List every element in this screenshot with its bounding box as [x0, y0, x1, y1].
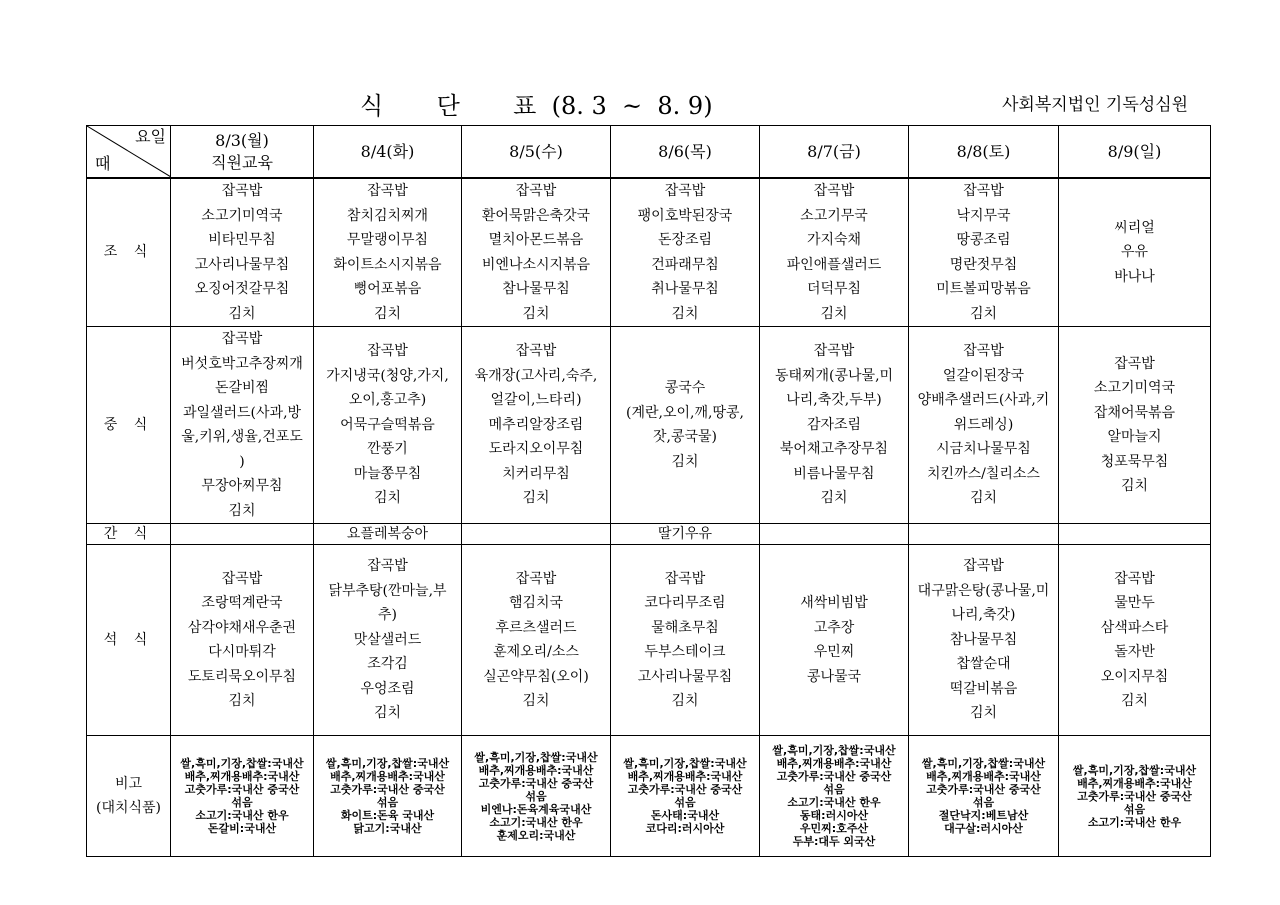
origin-line: 코다리:러시아산: [645, 822, 725, 835]
menu-cell: [760, 178, 909, 327]
origin-line: 섞음: [231, 796, 253, 809]
origin-note-cell: [611, 736, 760, 857]
menu-item: 잡곡밥: [1114, 355, 1155, 372]
corner-day-label: 요일: [135, 127, 166, 146]
origin-line: 쌀,흑미,기장,찹쌀:국내산: [623, 757, 747, 770]
menu-item: 김치: [522, 305, 550, 322]
origin-line: 섞음: [823, 783, 845, 796]
meal-plan-table: [86, 125, 1211, 857]
origin-line: 배추,찌개용배추:국내산: [926, 770, 1041, 783]
menu-item: 북어채고추장무침: [779, 441, 889, 458]
menu-item: 비타민무침: [208, 232, 276, 248]
corner-cell: [87, 126, 171, 179]
menu-item: 김치: [228, 305, 256, 322]
menu-item: 훈제오리/소스: [493, 644, 579, 660]
origin-line: 고춧가루:국내산 중국산: [330, 783, 445, 796]
day-header: [760, 126, 909, 179]
menu-item: 새싹비빔밥: [800, 595, 868, 611]
origin-line: 돈갈비:국내산: [207, 822, 277, 835]
origin-line: 섞음: [1123, 802, 1146, 816]
origin-line: 소고기:국내산 한우: [489, 815, 583, 829]
meal-label: 석 식: [87, 545, 171, 736]
menu-item: 치커리무침: [502, 465, 570, 482]
origin-line: 쌀,흑미,기장,찹쌀:국내산: [1072, 763, 1197, 777]
meal-row: [87, 524, 1211, 545]
origin-line: 섞음: [376, 796, 399, 809]
origin-line: 소고기:국내산 한우: [195, 809, 289, 822]
origin-line: 고춧가루:국내산 중국산: [627, 783, 743, 796]
meal-label: 간 식: [87, 524, 171, 545]
day-label: 직원교육: [211, 152, 273, 172]
menu-item: 잡곡밥: [664, 570, 706, 587]
origin-line: 섞음: [674, 796, 696, 809]
menu-item: 고사리나물무침: [194, 256, 290, 273]
menu-item: 김치: [671, 693, 699, 709]
menu-item: (계란,오이,깨,땅콩,: [626, 404, 744, 421]
menu-item: 김치: [1120, 478, 1149, 494]
menu-item: 김치: [820, 305, 848, 322]
day-label: 8/8(토): [956, 141, 1011, 161]
day-header: [171, 126, 314, 179]
menu-item: 알마늘지: [1107, 429, 1162, 445]
corner-meal-label: 때: [95, 154, 111, 173]
menu-item: ): [239, 453, 245, 470]
origin-note-cell: [760, 736, 909, 857]
menu-item: 김치: [228, 693, 256, 709]
menu-item: 버섯호박고추장찌개: [181, 355, 303, 372]
origin-line: 우민찌:호주산: [799, 822, 869, 835]
origin-line: 돈사태:국내산: [650, 809, 720, 822]
menu-item: 메추리알장조림: [488, 416, 584, 433]
origin-line: 배추,찌개용배추:국내산: [330, 770, 445, 783]
menu-item: 요플레복숭아: [346, 526, 429, 542]
menu-item: 돌자반: [1114, 644, 1155, 660]
origin-line: 대구살:러시아산: [944, 822, 1023, 835]
origin-line: 배추,찌개용배추:국내산: [776, 757, 892, 770]
menu-item: 비엔나소시지볶음: [481, 256, 591, 273]
menu-item: 치킨까스/칠리소스: [927, 465, 1040, 482]
menu-item: 삼각야채새우춘권: [187, 619, 297, 636]
menu-item: 김치: [373, 305, 402, 322]
origin-line: 화이트:돈육 국내산: [340, 809, 435, 822]
origin-line: 절단낙지:베트남산: [938, 809, 1029, 822]
menu-cell: [909, 524, 1059, 545]
menu-cell: [1059, 545, 1211, 736]
origin-line: 쌀,흑미,기장,찹쌀:국내산: [180, 757, 304, 770]
menu-item: 육개장(고사리,숙주,: [474, 367, 598, 384]
menu-cell: [1059, 178, 1211, 327]
menu-item: 김치: [671, 453, 699, 470]
menu-item: 실곤약무침(오이): [483, 668, 589, 685]
menu-cell: [462, 327, 611, 524]
origin-line: 고춧가루:국내산 중국산: [776, 770, 892, 783]
menu-cell: [314, 524, 462, 545]
menu-item: 잡곡밥: [1114, 570, 1155, 587]
menu-item: 찹쌀순대: [956, 656, 1011, 673]
menu-item: 김치: [373, 490, 402, 507]
menu-item: 오이지무침: [1100, 668, 1169, 685]
menu-cell: [314, 545, 462, 736]
menu-item: 건파래무침: [651, 256, 719, 273]
menu-item: 김치: [228, 502, 256, 519]
menu-item: 햄김치국: [508, 595, 564, 611]
menu-item: 참치김치찌개: [346, 207, 429, 224]
day-label: 8/7(금): [807, 141, 861, 161]
meal-label: [87, 736, 171, 857]
menu-item: 우민찌: [813, 644, 855, 660]
menu-item: 잡곡밥: [367, 343, 408, 360]
menu-item: 화이트소시지볶음: [333, 256, 442, 273]
menu-cell: [171, 524, 314, 545]
origin-line: 배추,찌개용배추:국내산: [478, 763, 594, 777]
menu-item: 얼갈이된장국: [942, 367, 1025, 384]
day-label: 8/6(목): [658, 141, 712, 161]
origin-line: 배추,찌개용배추:국내산: [184, 770, 300, 783]
menu-item: 가지숙채: [806, 232, 862, 248]
origin-note-cell: [171, 736, 314, 857]
menu-item: 우유: [1120, 244, 1149, 261]
menu-cell: [909, 178, 1059, 327]
origin-line: 배추,찌개용배추:국내산: [1077, 776, 1192, 790]
origin-note-cell: [909, 736, 1059, 857]
origin-line: 고춧가루:국내산 중국산: [1077, 789, 1192, 803]
header-row: [87, 126, 1211, 179]
menu-item: 바나나: [1114, 268, 1155, 285]
day-header: [314, 126, 462, 179]
menu-item: 떡갈비볶음: [949, 680, 1018, 697]
origin-line: 쌀,흑미,기장,찹쌀:국내산: [325, 757, 450, 770]
origin-line: 동태:러시아산: [799, 809, 869, 822]
menu-cell: [171, 327, 314, 524]
menu-item: 잡곡밥: [515, 570, 557, 587]
menu-item: 잡곡밥: [963, 183, 1004, 199]
meal-row: [87, 545, 1211, 736]
menu-item: 소고기미역국: [201, 207, 283, 224]
menu-cell: [611, 178, 760, 327]
menu-item: 더덕무침: [806, 281, 862, 297]
day-header: [1059, 126, 1211, 179]
menu-item: 김치: [1120, 693, 1149, 709]
menu-item: 물해초무침: [651, 619, 719, 636]
origin-note-cell: [462, 736, 611, 857]
menu-item: 삼색파스타: [1100, 619, 1169, 636]
menu-cell: [1059, 524, 1211, 545]
menu-item: 김치: [373, 705, 402, 722]
origin-note-cell: [1059, 736, 1211, 857]
menu-item: 딸기우유: [657, 526, 713, 542]
menu-item: 김치: [671, 305, 699, 322]
menu-item: 마늘쫑무침: [353, 465, 422, 482]
origin-line: 배추,찌개용배추:국내산: [627, 770, 743, 783]
menu-item: 도라지오이무침: [488, 441, 584, 458]
day-header: [462, 126, 611, 179]
menu-item: 조랑떡계란국: [201, 595, 283, 611]
menu-item: 명란젓무침: [949, 256, 1018, 273]
menu-item: 소고기미역국: [1093, 380, 1176, 396]
menu-item: 잣,콩국물): [652, 429, 717, 445]
menu-item: 무장아찌무침: [201, 478, 283, 494]
menu-cell: [909, 327, 1059, 524]
menu-item: 잡곡밥: [367, 558, 408, 575]
menu-item: 땅콩조림: [956, 232, 1011, 248]
menu-item: 조각김: [367, 656, 408, 673]
menu-cell: [760, 327, 909, 524]
menu-item: 시금치나물무침: [936, 441, 1031, 458]
origin-line: 닭고기:국내산: [353, 822, 422, 835]
menu-item: 잡곡밥: [963, 343, 1004, 360]
menu-item: 잡곡밥: [367, 183, 408, 199]
menu-cell: [760, 524, 909, 545]
menu-item: 도토리묵오이무침: [187, 668, 297, 685]
menu-item: 오이,홍고추): [348, 392, 427, 409]
menu-item: 소고기무국: [800, 207, 868, 224]
menu-cell: [760, 545, 909, 736]
menu-item: 파인애플샐러드: [786, 256, 882, 273]
menu-cell: [909, 545, 1059, 736]
menu-cell: [314, 327, 462, 524]
menu-item: 멸치아몬드볶음: [488, 232, 584, 248]
menu-item: 나리,축갓): [951, 607, 1016, 624]
menu-item: 추): [378, 607, 397, 624]
meal-label-line: 비고: [114, 775, 143, 792]
menu-item: 고사리나물무침: [637, 668, 733, 685]
menu-item: 얼갈이,느타리): [490, 392, 582, 409]
menu-cell: [462, 545, 611, 736]
menu-item: 대구맑은탕(콩나물,미: [917, 582, 1050, 599]
origin-line: 비엔나:돈육계육국내산: [480, 802, 592, 816]
menu-item: 우엉조림: [360, 680, 415, 697]
meal-label-line: (대치식품): [95, 800, 162, 816]
menu-cell: [611, 545, 760, 736]
menu-item: 잡곡밥: [813, 183, 855, 199]
meal-label: 조 식: [87, 178, 171, 327]
menu-item: 잡곡밥: [221, 570, 263, 587]
origin-line: 쌀,흑미,기장,찹쌀:국내산: [474, 750, 598, 764]
origin-note-cell: [314, 736, 462, 857]
day-label: 8/9(일): [1107, 141, 1162, 161]
menu-cell: [462, 178, 611, 327]
menu-item: 낙지무국: [956, 207, 1011, 224]
menu-cell: [171, 178, 314, 327]
meal-row: [87, 327, 1211, 524]
menu-item: 참나물무침: [502, 281, 570, 297]
origin-line: 두부:대두 외국산: [792, 835, 876, 848]
day-label: 8/5(수): [509, 141, 563, 161]
organization-name: 사회복지법인 기독성심원: [1002, 95, 1189, 115]
menu-item: 두부스테이크: [644, 644, 726, 660]
meal-row: [87, 736, 1211, 857]
menu-item: 참나물무침: [949, 631, 1018, 648]
menu-item: 다시마튀각: [208, 644, 276, 660]
menu-item: 잡곡밥: [963, 558, 1004, 575]
menu-item: 잡곡밥: [221, 183, 263, 199]
menu-item: 김치: [969, 490, 998, 507]
menu-item: 잡채어묵볶음: [1093, 404, 1176, 421]
menu-item: 환어묵맑은축갓국: [481, 207, 591, 224]
menu-cell: [611, 327, 760, 524]
menu-item: 김치: [969, 705, 998, 722]
menu-item: 울,키위,생율,건포도: [181, 429, 303, 445]
origin-line: 소고기:국내산 한우: [787, 796, 881, 809]
menu-item: 취나물무침: [651, 281, 719, 297]
menu-item: 잡곡밥: [515, 183, 557, 199]
menu-item: 물만두: [1114, 595, 1155, 611]
origin-line: 훈제오리:국내산: [496, 828, 576, 842]
menu-item: 위드레싱): [953, 416, 1014, 433]
menu-item: 닭부추탕(깐마늘,부: [328, 582, 447, 599]
menu-item: 깐풍기: [367, 441, 408, 458]
menu-item: 양배추샐러드(사과,키: [917, 392, 1050, 409]
meal-label: 중 식: [87, 327, 171, 524]
menu-item: 오징어젓갈무침: [194, 281, 290, 297]
menu-cell: [1059, 327, 1211, 524]
menu-item: 김치: [820, 490, 848, 507]
menu-item: 고추장: [813, 619, 855, 636]
menu-item: 미트볼피망볶음: [936, 281, 1031, 297]
menu-item: 콩나물국: [806, 668, 862, 685]
menu-item: 김치: [522, 490, 550, 507]
origin-line: 섞음: [525, 789, 547, 803]
origin-line: 섞음: [972, 796, 995, 809]
menu-cell: [611, 524, 760, 545]
menu-item: 김치: [969, 305, 998, 322]
day-label: 8/4(화): [360, 141, 415, 161]
menu-item: 어묵구슬떡볶음: [340, 416, 435, 433]
menu-item: 잡곡밥: [664, 183, 706, 199]
day-header: [611, 126, 760, 179]
menu-item: 돈장조림: [657, 232, 713, 248]
day-header: [909, 126, 1059, 179]
origin-line: 소고기:국내산 한우: [1087, 815, 1182, 829]
menu-item: 잡곡밥: [221, 331, 263, 347]
day-label: 8/3(월): [215, 130, 269, 150]
menu-cell: [171, 545, 314, 736]
menu-item: 비름나물무침: [793, 465, 875, 482]
menu-cell: [314, 178, 462, 327]
menu-item: 돈갈비찜: [214, 380, 270, 396]
menu-item: 나리,축갓,두부): [786, 392, 882, 409]
origin-line: 고춧가루:국내산 중국산: [184, 783, 300, 796]
origin-line: 고춧가루:국내산 중국산: [478, 776, 594, 790]
menu-item: 후르츠샐러드: [495, 619, 577, 636]
menu-item: 무말랭이무침: [346, 232, 429, 248]
menu-item: 코다리무조림: [644, 595, 726, 611]
menu-item: 콩국수: [664, 380, 706, 396]
origin-line: 쌀,흑미,기장,찹쌀:국내산: [772, 744, 896, 757]
menu-item: 과일샐러드(사과,방: [182, 404, 302, 421]
menu-item: 잡곡밥: [813, 343, 855, 360]
origin-line: 고춧가루:국내산 중국산: [926, 783, 1041, 796]
page-title: 식 단 표 (8. 3 ~ 8. 9): [360, 92, 713, 120]
menu-item: 동태찌개(콩나물,미: [774, 367, 894, 384]
menu-item: 뻥어포볶음: [353, 281, 422, 297]
menu-cell: [462, 524, 611, 545]
menu-item: 잡곡밥: [515, 343, 557, 360]
menu-item: 김치: [522, 693, 550, 709]
menu-item: 감자조림: [806, 416, 862, 433]
menu-item: 씨리얼: [1114, 219, 1155, 236]
menu-item: 청포묵무침: [1100, 453, 1169, 470]
origin-line: 쌀,흑미,기장,찹쌀:국내산: [921, 757, 1046, 770]
menu-item: 가지냉국(청양,가지,: [326, 367, 449, 384]
menu-item: 맛살샐러드: [353, 631, 422, 648]
meal-row: [87, 178, 1211, 327]
menu-item: 팽이호박된장국: [637, 207, 733, 224]
